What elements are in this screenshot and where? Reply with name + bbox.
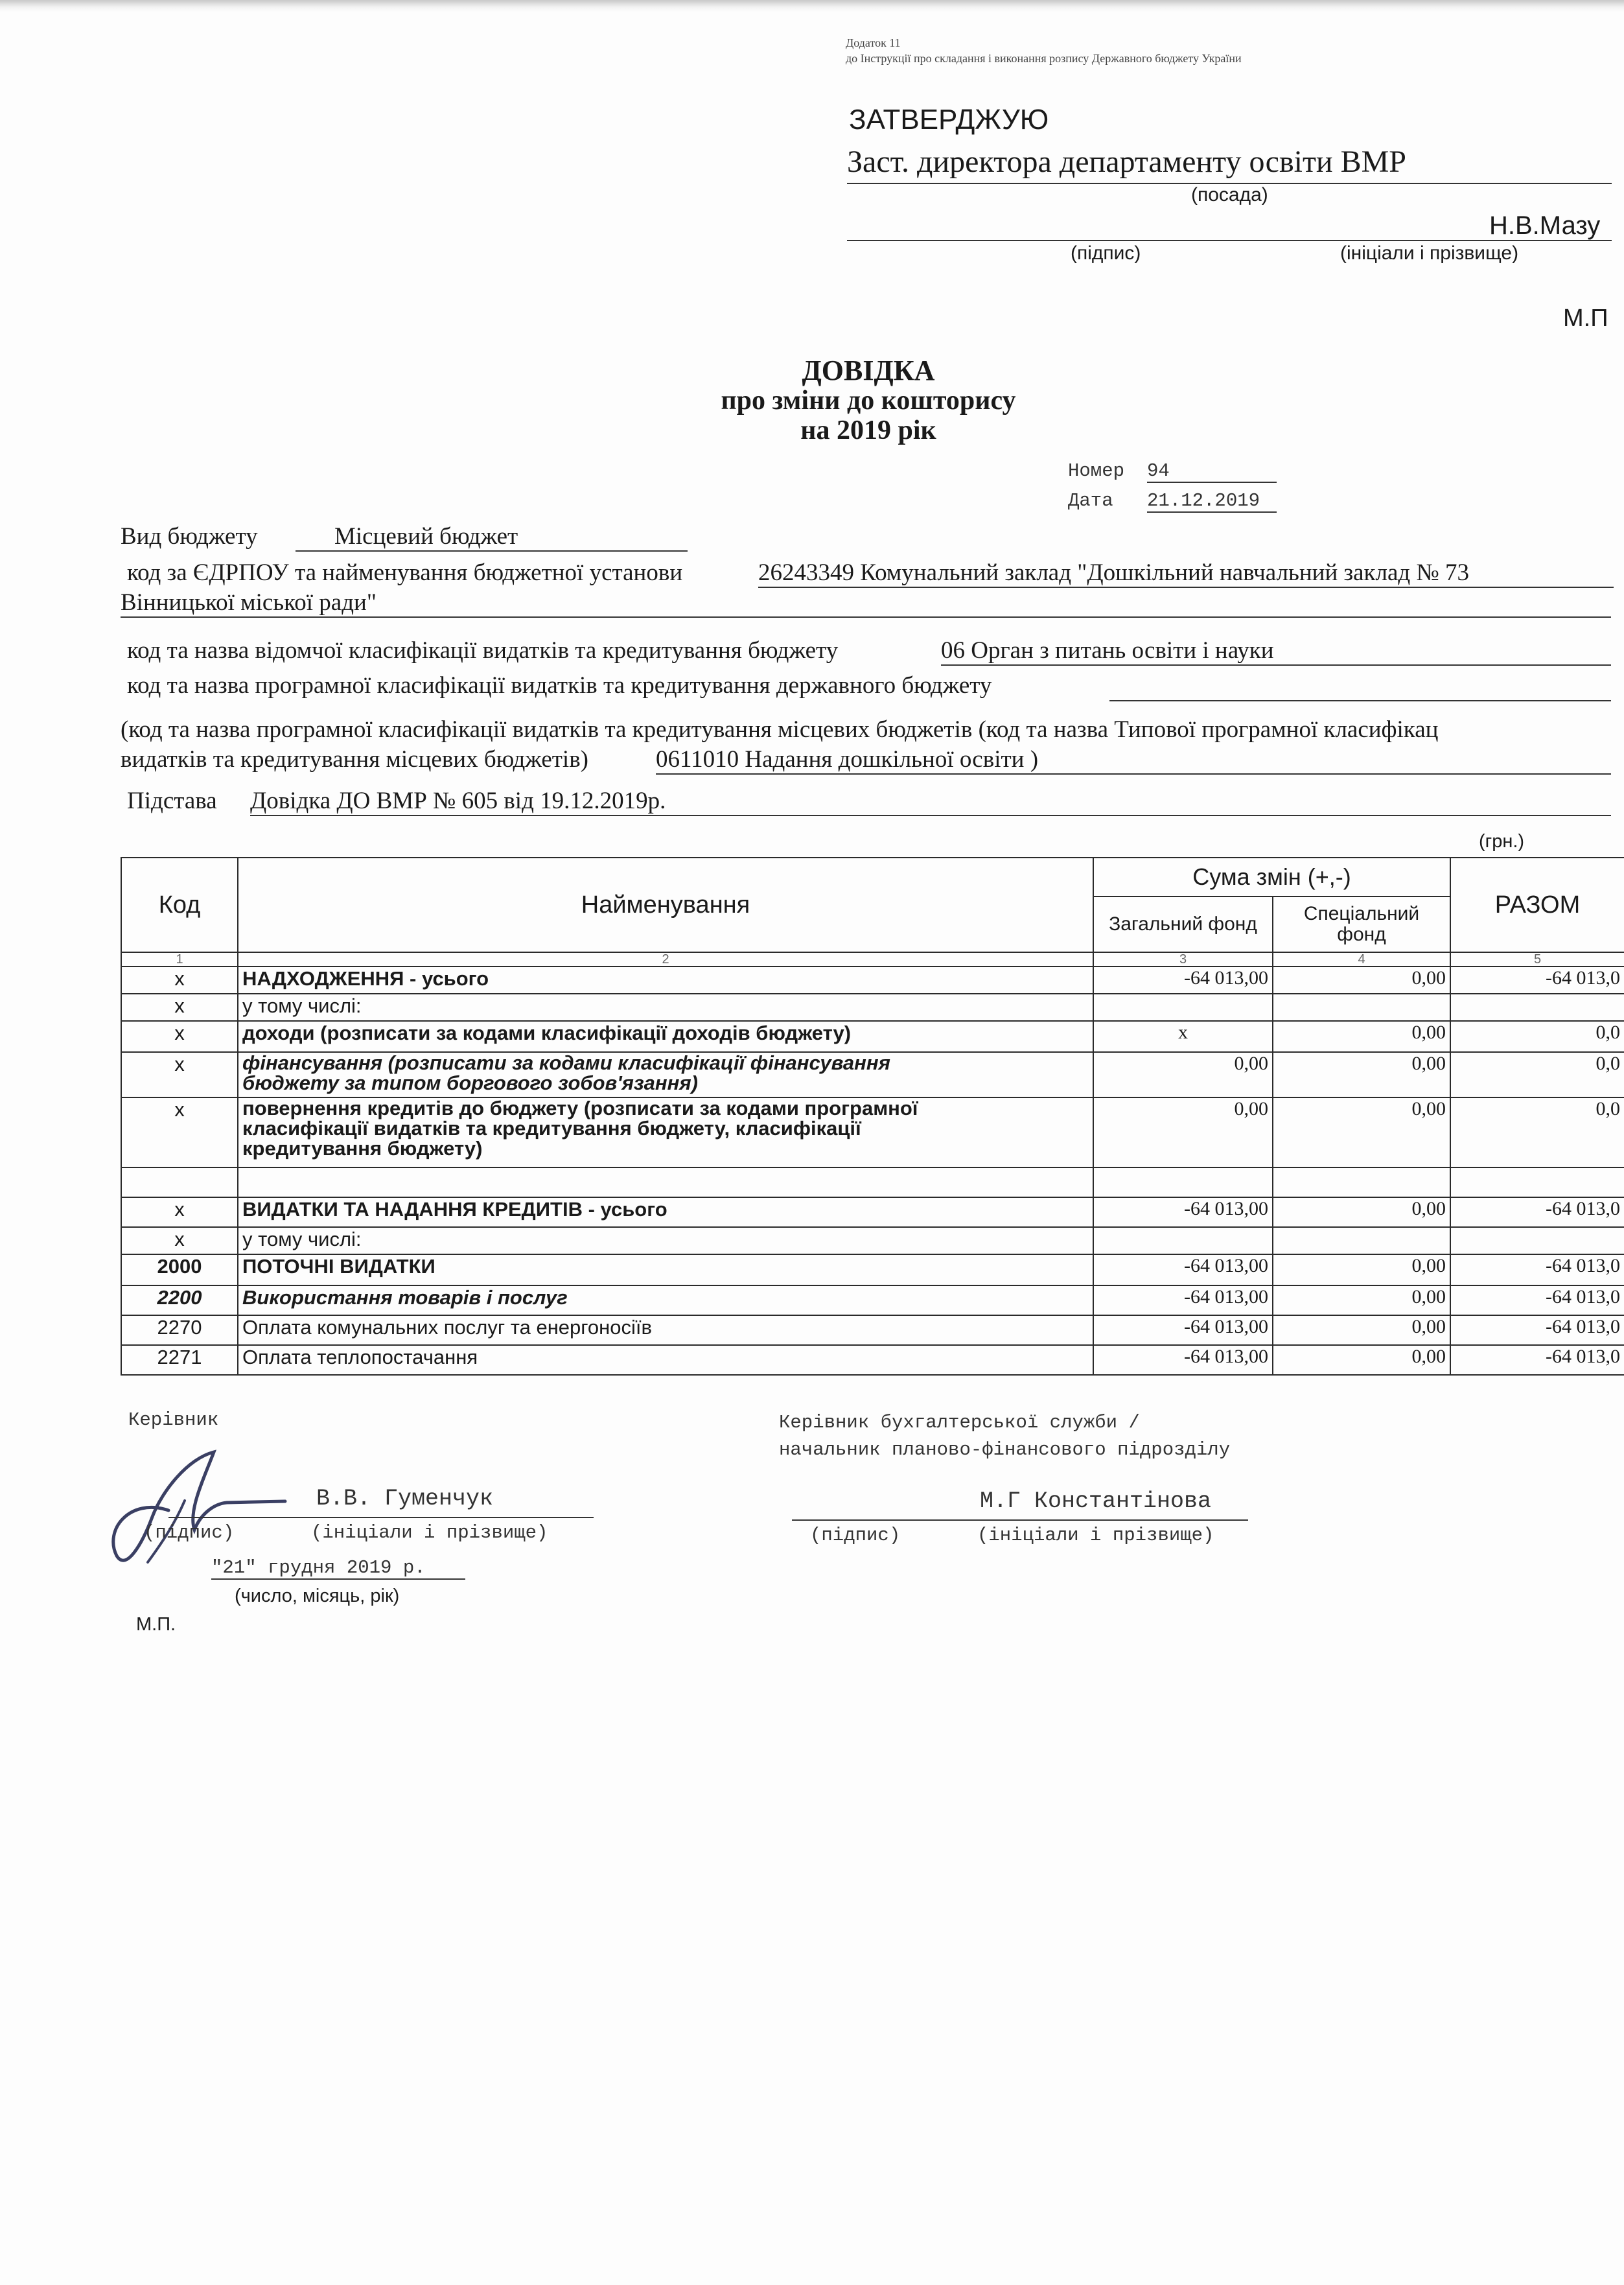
- table-row: [121, 1021, 1624, 1052]
- row-total: 0,0: [1450, 1097, 1624, 1167]
- header-special-fund: Спеціальний фонд: [1273, 896, 1450, 952]
- row-general: -64 013,00: [1093, 967, 1273, 994]
- row-name: ВИДАТКИ ТА НАДАННЯ КРЕДИТІВ - усього: [238, 1197, 1093, 1227]
- row-name: НАДХОДЖЕННЯ - усього: [238, 967, 1093, 994]
- row-general: -64 013,00: [1093, 1315, 1273, 1345]
- row-name: доходи (розписати за кодами класифікації доходів бюджету): [238, 1021, 1093, 1052]
- approval-sign-caption: (підпис): [1071, 242, 1141, 264]
- row-special: [1273, 1167, 1450, 1197]
- row-general: -64 013,00: [1093, 1254, 1273, 1285]
- accountant-name-caption: (ініціали і прізвище): [977, 1525, 1214, 1546]
- dept-class-label: код та назва відомчої класифікації видатків та кредитування бюджету: [127, 637, 839, 664]
- row-code: 2271: [121, 1345, 238, 1375]
- dept-class-value: 06 Орган з питань освіти і науки: [941, 637, 1611, 666]
- row-name: ПОТОЧНІ ВИДАТКИ: [238, 1254, 1093, 1285]
- row-code: 2270: [121, 1315, 238, 1345]
- col-number-4: 4: [1273, 952, 1450, 967]
- row-general: -64 013,00: [1093, 1197, 1273, 1227]
- row-special: 0,00: [1273, 1021, 1450, 1052]
- scan-edge: [0, 0, 1624, 12]
- appendix-line-1: Додаток 11: [846, 36, 901, 49]
- row-name: [238, 1167, 1093, 1197]
- row-special: 0,00: [1273, 1315, 1450, 1345]
- row-total: [1450, 1227, 1624, 1254]
- row-code: 2200: [121, 1285, 238, 1315]
- approval-position-caption: (посада): [1191, 184, 1268, 205]
- row-code: x: [121, 1021, 238, 1052]
- col-number-2: 2: [238, 952, 1093, 967]
- state-program-label: код та назва програмної класифікації видатків та кредитування державного бюджету: [127, 672, 992, 699]
- budget-type-label: Вид бюджету: [121, 523, 258, 550]
- row-special: [1273, 994, 1450, 1021]
- header-total: РАЗОМ: [1450, 858, 1624, 952]
- accountant-sign-line: [792, 1519, 1248, 1521]
- budget-type-value: Місцевий бюджет: [296, 522, 688, 552]
- state-program-line: [1109, 700, 1611, 701]
- table-row: [121, 994, 1624, 1021]
- col-number-5: 5: [1450, 952, 1624, 967]
- date-label: Дата: [1068, 490, 1113, 511]
- approval-name-caption: (ініціали і прізвище): [1340, 242, 1519, 264]
- row-code: x: [121, 1197, 238, 1227]
- row-total: -64 013,0: [1450, 1197, 1624, 1227]
- sign-date-caption: (число, місяць, рік): [235, 1586, 400, 1606]
- row-total: -64 013,0: [1450, 1285, 1624, 1315]
- row-total: -64 013,0: [1450, 1315, 1624, 1345]
- basis-label: Підстава: [127, 788, 217, 814]
- approval-position: Заст. директора департаменту освіти ВМР: [847, 145, 1406, 179]
- local-program-value: 0611010 Надання дошкільної освіти ): [656, 745, 1611, 775]
- col-number-1: 1: [121, 952, 238, 967]
- head-name: В.В. Гуменчук: [316, 1486, 494, 1512]
- row-general: [1093, 1167, 1273, 1197]
- doc-title: ДОВІДКА: [802, 355, 935, 386]
- header-general-fund: Загальний фонд: [1093, 896, 1273, 952]
- basis-value: Довідка ДО ВМР № 605 від 19.12.2019р.: [250, 787, 1611, 816]
- row-special: 0,00: [1273, 1285, 1450, 1315]
- approval-stamp: М.П: [1563, 305, 1608, 332]
- row-special: 0,00: [1273, 1254, 1450, 1285]
- table-row: [121, 1197, 1624, 1227]
- row-total: -64 013,0: [1450, 967, 1624, 994]
- row-code: x: [121, 967, 238, 994]
- row-code: x: [121, 994, 238, 1021]
- head-name-caption: (ініціали і прізвище): [311, 1522, 548, 1543]
- row-total: -64 013,0: [1450, 1345, 1624, 1375]
- edrpou-value: 26243349 Комунальний заклад "Дошкільний навчальний заклад № 73: [758, 559, 1614, 588]
- row-total: 0,0: [1450, 1052, 1624, 1097]
- row-general: [1093, 994, 1273, 1021]
- local-program-label: (код та назва програмної класифікації видатків та кредитування місцевих бюджетів (код та назва Типової програмної класифікац: [121, 716, 1439, 743]
- table-row: [121, 1052, 1624, 1097]
- approval-name: Н.В.Мазу: [1489, 211, 1601, 240]
- approval-sign-line: [847, 240, 1612, 241]
- head-label: Керівник: [128, 1409, 219, 1431]
- currency-note: (грн.): [1479, 831, 1525, 852]
- table-row: [121, 1315, 1624, 1345]
- doc-year: на 2019 рік: [800, 416, 936, 445]
- row-total: [1450, 1167, 1624, 1197]
- row-name: у тому числі:: [238, 994, 1093, 1021]
- table-row: [121, 1285, 1624, 1315]
- table-row-empty: [121, 1167, 1624, 1197]
- accountant-label-1: Керівник бухгалтерської служби /: [779, 1412, 1140, 1433]
- row-code: x: [121, 1227, 238, 1254]
- table-row: [121, 967, 1624, 994]
- row-total: 0,0: [1450, 1021, 1624, 1052]
- head-sign-caption: (підпис): [144, 1522, 235, 1543]
- number-label: Номер: [1068, 460, 1125, 482]
- edrpou-value-2: Вінницької міської ради": [121, 589, 1611, 618]
- appendix-line-2: до Інструкції про складання і виконання розпису Державного бюджету України: [846, 52, 1242, 65]
- date-value: 21.12.2019: [1147, 490, 1277, 513]
- row-total: [1450, 994, 1624, 1021]
- row-general: -64 013,00: [1093, 1345, 1273, 1375]
- row-general: 0,00: [1093, 1097, 1273, 1167]
- table-row: [121, 1254, 1624, 1285]
- row-code: 2000: [121, 1254, 238, 1285]
- approval-title: ЗАТВЕРДЖУЮ: [849, 104, 1049, 135]
- row-total: -64 013,0: [1450, 1254, 1624, 1285]
- row-name: Оплата теплопостачання: [238, 1345, 1093, 1375]
- row-name: повернення кредитів до бюджету (розписати за кодами програмної класифікації видатків та кредитування бюджету, класифікації кредитування бюджету): [238, 1097, 1093, 1167]
- row-name: фінансування (розписати за кодами класифікації фінансування бюджету за типом боргового зобов'язання): [238, 1052, 1093, 1097]
- changes-table: [121, 857, 1624, 1376]
- local-program-label-2: видатків та кредитування місцевих бюджетів): [121, 746, 589, 773]
- row-special: [1273, 1227, 1450, 1254]
- accountant-name: М.Г Константінова: [980, 1488, 1212, 1514]
- row-code: [121, 1167, 238, 1197]
- row-name: Використання товарів і послуг: [238, 1285, 1093, 1315]
- row-name: Оплата комунальних послуг та енергоносіїв: [238, 1315, 1093, 1345]
- row-special: 0,00: [1273, 1052, 1450, 1097]
- header-code: Код: [121, 858, 238, 952]
- row-general: x: [1093, 1021, 1273, 1052]
- table-row: [121, 1227, 1624, 1254]
- accountant-label-2: начальник планово-фінансового підрозділу: [779, 1439, 1231, 1460]
- edrpou-label: код за ЄДРПОУ та найменування бюджетної установи: [127, 559, 683, 586]
- row-special: 0,00: [1273, 1197, 1450, 1227]
- row-general: [1093, 1227, 1273, 1254]
- header-name: Найменування: [238, 858, 1093, 952]
- row-code: x: [121, 1052, 238, 1097]
- row-special: 0,00: [1273, 1097, 1450, 1167]
- row-code: x: [121, 1097, 238, 1167]
- table-row: [121, 1345, 1624, 1375]
- head-stamp: М.П.: [136, 1614, 176, 1635]
- sign-date: "21" грудня 2019 р.: [211, 1557, 465, 1580]
- col-number-3: 3: [1093, 952, 1273, 967]
- row-special: 0,00: [1273, 967, 1450, 994]
- table-row: [121, 1097, 1624, 1167]
- row-general: 0,00: [1093, 1052, 1273, 1097]
- number-value: 94: [1147, 460, 1277, 483]
- row-special: 0,00: [1273, 1345, 1450, 1375]
- row-general: -64 013,00: [1093, 1285, 1273, 1315]
- header-sum-changes: Сума змін (+,-): [1093, 858, 1450, 896]
- doc-subtitle: про зміни до кошторису: [721, 386, 1016, 416]
- row-name: у тому числі:: [238, 1227, 1093, 1254]
- accountant-sign-caption: (підпис): [810, 1525, 901, 1546]
- head-sign-line: [168, 1517, 594, 1518]
